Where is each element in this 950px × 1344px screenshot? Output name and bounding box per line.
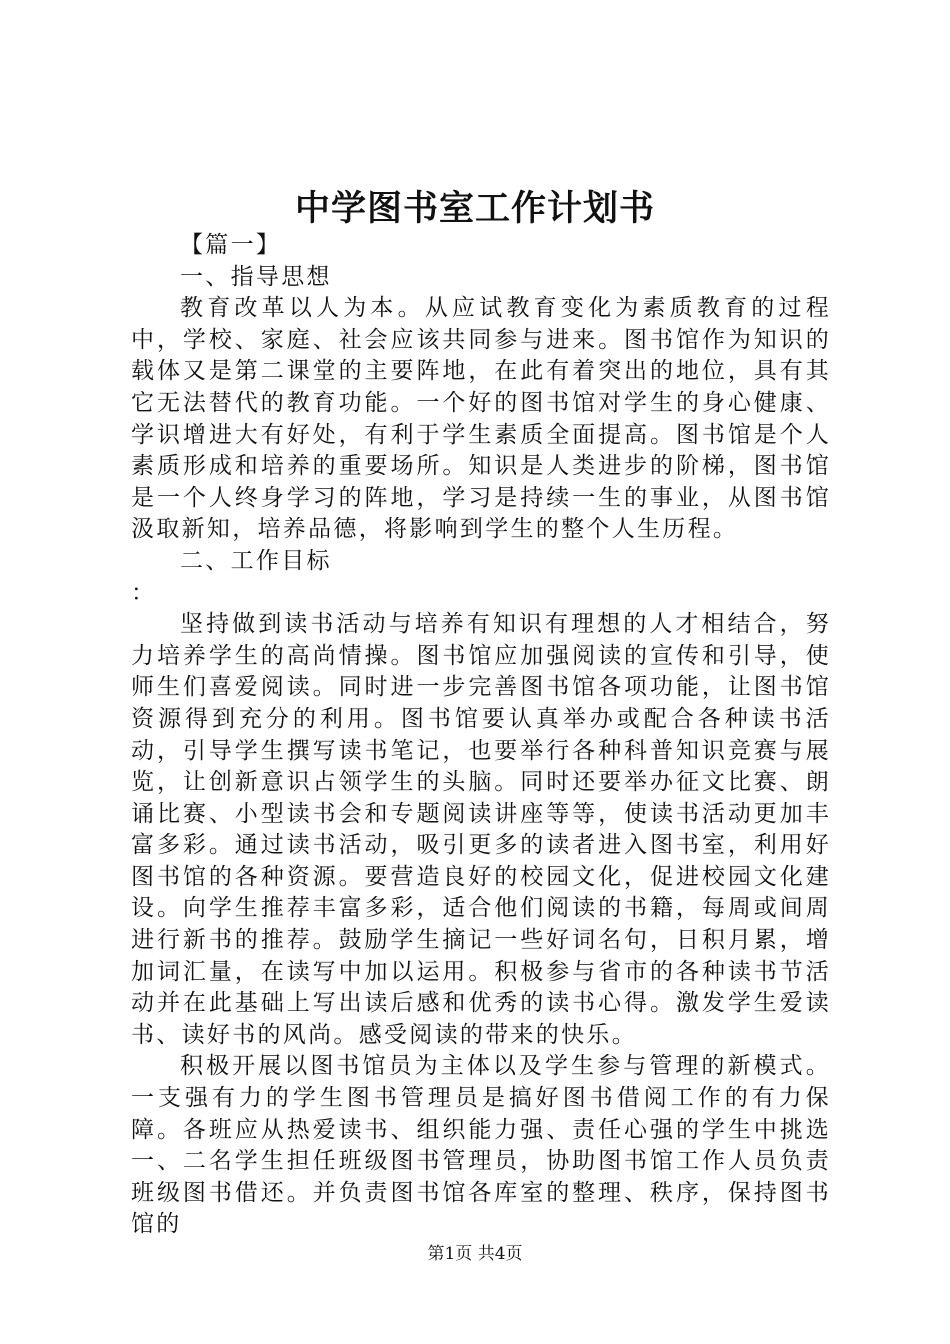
paragraph-work-goals: 坚持做到读书活动与培养有知识有理想的人才相结合，努力培养学生的高尚情操。图书馆应加强阅读的宣传和引导，使师生们喜爱阅读。同时进一步完善图书馆各项功能，让图书馆资源得到充分的利用。图书馆要认真举办或配合各种读书活动，引导学生撰写读书笔记，也要举行各种科普知识竞赛与展览，让创新意识占领学生的头脑。同时还要举办征文比赛、朗诵比赛、小型读书会和专题阅读讲座等等，使读书活动更加丰富多彩。通过读书活动，吸引更多的读者进入图书室，利用好图书馆的各种资源。要营造良好的校园文化，促进校园文化建设。向学生推荐丰富多彩，适合他们阅读的书籍，每周或间周进行新书的推荐。鼓励学生摘记一些好词名句，日积月累，增加词汇量，在读写中加以运用。积极参与省市的各种读书节活动并在此基础上写出读后感和优秀的读书心得。激发学生爱读书、读好书的风尚。感受阅读的带来的快乐。 bbox=[131, 611, 831, 1048]
paragraph-guiding-ideology: 教育改革以人为本。从应试教育变化为素质教育的过程中，学校、家庭、社会应该共同参与进来。图书馆作为知识的载体又是第二课堂的主要阵地，在此有着突出的地位，具有其它无法替代的教育功能。一个好的图书馆对学生的身心健康、学识增进大有好处，有利于学生素质全面提高。图书馆是个人素质形成和培养的重要场所。知识是人类进步的阶梯，图书馆是一个人终身学习的阵地，学习是持续一生的事业，从图书馆汲取新知，培养品德，将影响到学生的整个人生历程。 bbox=[131, 295, 831, 543]
section-label: 【篇一】 bbox=[180, 232, 282, 258]
document-body bbox=[131, 230, 831, 1241]
page-footer: 第1页 共4页 bbox=[427, 1244, 523, 1264]
heading-guiding-ideology: 一、指导思想 bbox=[180, 263, 332, 290]
heading-work-goals: 二、工作目标 bbox=[180, 547, 332, 574]
document-title: 中学图书室工作计划书 bbox=[294, 188, 655, 229]
colon-line: ： bbox=[131, 579, 157, 606]
paragraph-student-librarians: 积极开展以图书馆员为主体以及学生参与管理的新模式。一支强有力的学生图书管理员是搞好图书借阅工作的有力保障。各班应从热爱读书、组织能力强、责任心强的学生中挑选一、二名学生担任班级图书管理员，协助图书馆工作人员负责班级图书借还。并负责图书馆各库室的整理、秩序，保持图书馆的 bbox=[131, 1053, 831, 1238]
